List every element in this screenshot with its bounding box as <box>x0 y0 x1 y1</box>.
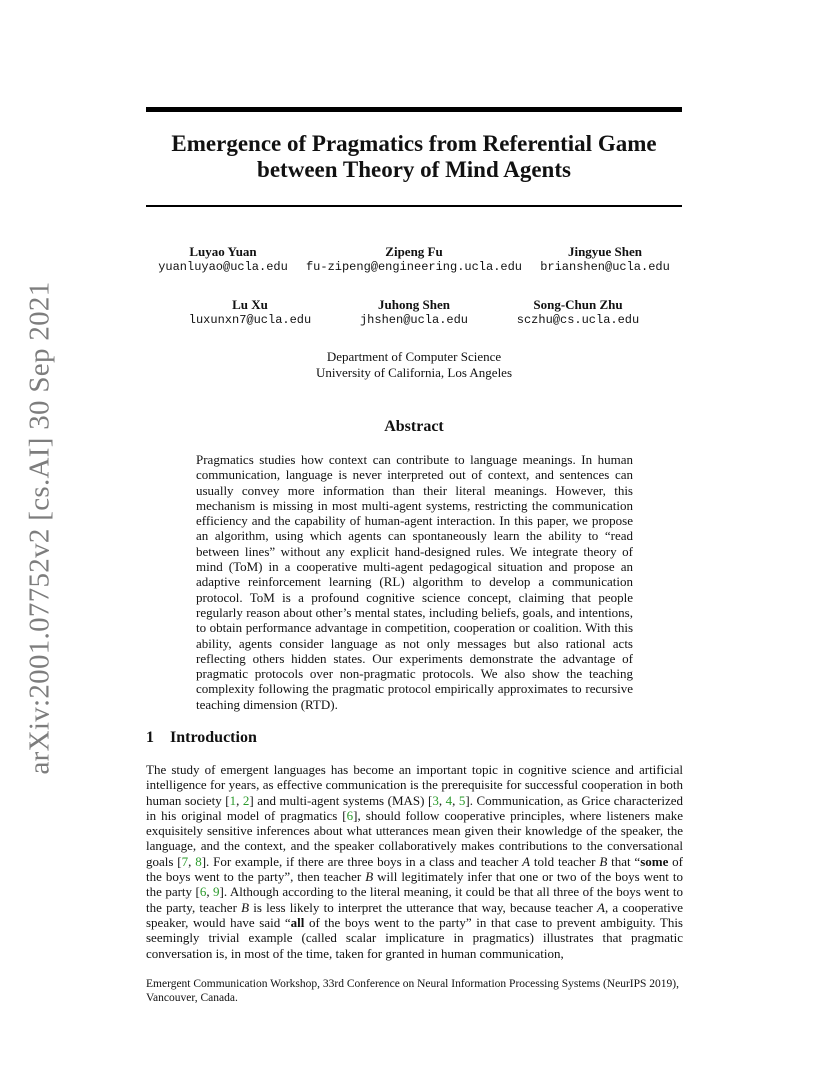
intro-text: , <box>452 792 459 808</box>
author-email[interactable]: sczhu@cs.ucla.edu <box>516 313 640 327</box>
author-name: Jingyue Shen <box>567 244 643 259</box>
intro-text: that “ <box>607 853 641 869</box>
math-variable: B <box>241 899 250 915</box>
citation-link[interactable]: 1 <box>229 792 237 808</box>
author-name: Luyao Yuan <box>189 244 257 259</box>
intro-text: will legitimately infer that one or two of the boys went to the party [ <box>146 869 683 900</box>
title-line-2: between Theory of Mind Agents <box>257 157 571 182</box>
citation-link[interactable]: 2 <box>242 792 250 808</box>
emphasis-text: some <box>640 853 669 869</box>
abstract-heading: Abstract <box>384 418 444 435</box>
author-email[interactable]: jhshen@ucla.edu <box>359 313 469 327</box>
author-name: Song-Chun Zhu <box>533 297 623 312</box>
title-bottom-rule <box>146 205 682 207</box>
citation-link[interactable]: 4 <box>445 792 453 808</box>
author-name: Juhong Shen <box>378 297 450 312</box>
author-name: Zipeng Fu <box>385 244 443 259</box>
section-heading <box>146 729 257 747</box>
affiliation-department: Department of Computer Science <box>326 349 502 364</box>
math-variable: A <box>597 899 605 915</box>
emphasis-text: all <box>290 914 305 930</box>
citation-link[interactable]: 3 <box>432 792 439 808</box>
paper-title <box>146 131 682 183</box>
intro-text: told teacher <box>530 853 600 869</box>
intro-text: of the boys went to the party” in that case to prevent ambiguity. This seemingly trivial example (called scalar implicature in pragmatics) illustrates that pragmatic conversation is, in most of the time, taken for granted in human communication, <box>146 914 683 961</box>
intro-text: The study of emergent languages has become an important topic in cognitive science and artificial intelligence for years, as effective communication is the prerequisite for successful cooperation in both human society [ <box>146 762 683 808</box>
intro-text: , <box>438 792 446 808</box>
author-email[interactable]: brianshen@ucla.edu <box>540 260 670 274</box>
intro-text: ] and multi-agent systems (MAS) [ <box>249 792 433 808</box>
affiliation <box>214 349 614 381</box>
abstract-text: Pragmatics studies how context can contribute to language meanings. In human communication, language is never interpreted out of context, and sentences can usually convey more information than their literal meanings. However, this mechanism is missing in most multi-agent systems, restricting the communication efficiency and the capability of human-agent interaction. In this paper, we propose an algorithm, using which agents can spontaneously learn the ability to “read between lines” without any explicit hand-designed rules. We integrate theory of mind (ToM) in a cooperative multi-agent pedagogical situation and propose an adaptive reinforcement learning (RL) algorithm to develop a communication protocol. ToM is a profound cognitive science concept, claiming that people regularly reason about other’s mental states, including beliefs, goals, and intentions, to obtain performance advantage in competition, cooperation or coalition. With this ability, agents consider language as not only messages but also rational acts reflecting others hidden states. Our experiments demonstrate the advantage of pragmatic protocols over non-pragmatic protocols. We also show the teaching complexity following the pragmatic protocol empirically approximates to recursive teaching dimension (RTD). <box>196 452 633 712</box>
author-name: Lu Xu <box>232 297 268 312</box>
arxiv-identifier-text: arXiv:2001.07752v2 [cs.AI] 30 Sep 2021 <box>23 281 56 775</box>
intro-text: ]. For example, if there are three boys in a class and teacher <box>201 853 523 869</box>
math-variable: B <box>599 853 608 869</box>
intro-text: , a cooperative speaker, would have said “ <box>146 899 683 930</box>
section-title: Introduction <box>170 729 257 746</box>
author-block <box>448 297 708 328</box>
footnote: Emergent Communication Workshop, 33rd Conference on Neural Information Processing Systems (NeurIPS 2019), Vancouver, Canada. <box>146 978 679 1004</box>
section-number: 1 <box>146 729 154 746</box>
math-variable: B <box>365 869 374 885</box>
citation-link[interactable]: 6 <box>346 807 354 823</box>
intro-text: ]. Although according to the literal meaning, it could be that all three of the boys went to the party, teacher <box>146 884 684 915</box>
intro-text: ]. Communication, as Grice characterized in his original model of pragmatics [ <box>146 792 684 823</box>
intro-text: is less likely to interpret the utterance that way, because teacher <box>249 899 597 915</box>
citation-link[interactable]: 8 <box>195 853 202 869</box>
citation-link[interactable]: 6 <box>199 884 207 900</box>
intro-text: , <box>236 792 243 808</box>
introduction-paragraph <box>146 762 683 961</box>
intro-text: ], should follow cooperative principles, where listeners make exquisitely sensitive inferences about what utterances mean given their knowledge of the speaker, the language, and the context, and the speaker collaboratively makes contributions to the conversational goals [ <box>146 807 684 869</box>
intro-text: , <box>188 853 196 869</box>
author-email[interactable]: yuanluyao@ucla.edu <box>158 260 288 274</box>
intro-text: , <box>206 884 214 900</box>
citation-link[interactable]: 5 <box>458 792 466 808</box>
author-email[interactable]: fu-zipeng@engineering.ucla.edu <box>305 260 523 274</box>
citation-link[interactable]: 9 <box>213 884 220 900</box>
math-variable: A <box>522 853 531 869</box>
author-block <box>475 244 735 275</box>
title-top-rule <box>146 107 682 112</box>
title-line-1: Emergence of Pragmatics from Referential Game <box>171 131 657 156</box>
author-email[interactable]: luxunxn7@ucla.edu <box>188 313 312 327</box>
citation-link[interactable]: 7 <box>181 853 189 869</box>
affiliation-university: University of California, Los Angeles <box>315 365 513 380</box>
intro-text: of the boys went to the party”, then teacher <box>146 853 684 885</box>
